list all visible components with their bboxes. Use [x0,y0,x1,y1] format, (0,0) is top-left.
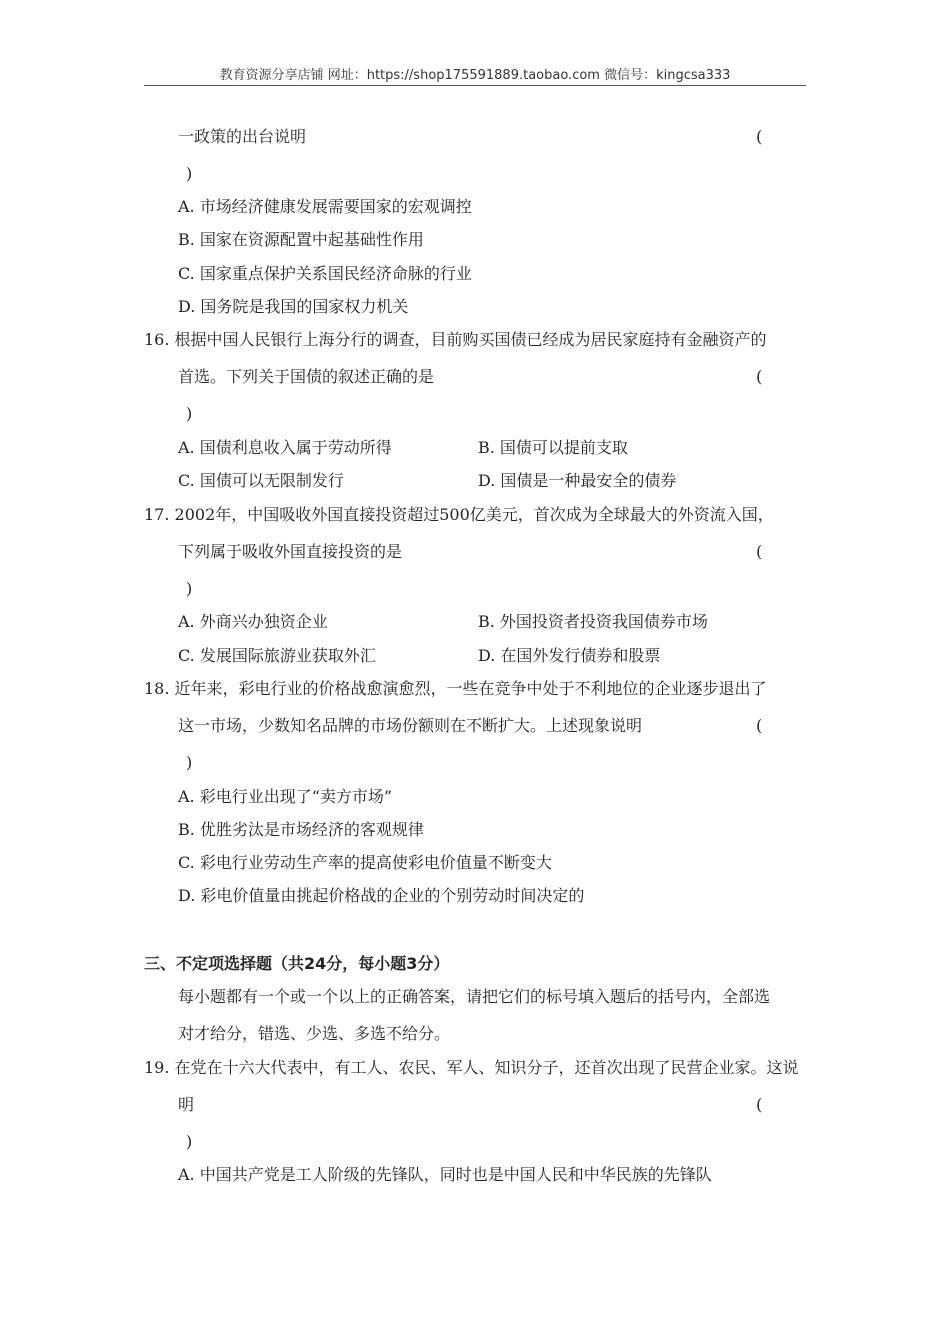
section-3-instructions-line2: 对才给分，错选、少选、多选不给分。 [178,1024,451,1043]
q15-option-d: D. 国务院是我国的国家权力机关 [178,297,409,316]
page-header: 教育资源分享店铺 网址：https://shop175591889.taobao.com 微信号：kingcsa333 [219,68,731,83]
q15-option-b: B. 国家在资源配置中起基础性作用 [178,230,424,249]
header-divider [144,85,806,86]
q18-option-d: D. 彩电价值量由挑起价格战的企业的个别劳动时间决定的 [178,886,585,905]
q17-stem-line2: 下列属于吸收外国直接投资的是 [178,542,403,561]
q18-option-c: C. 彩电行业劳动生产率的提高使彩电价值量不断变大 [178,853,552,872]
q16-stem-line1: 16. 根据中国人民银行上海分行的调查，目前购买国债已经成为居民家庭持有金融资产的 [144,330,767,349]
q17-option-a: A. 外商兴办独资企业 [178,612,328,631]
q17-option-d: D. 在国外发行债券和股票 [478,646,661,665]
q17-answer-paren-open: ( [756,542,763,561]
q16-answer-paren-close: ) [186,404,193,423]
q18-answer-paren-open: ( [756,716,763,735]
section-3-title: 三、不定项选择题（共24分，每小题3分） [144,954,450,973]
q17-option-b: B. 外国投资者投资我国债券市场 [478,612,708,631]
q18-option-a: A. 彩电行业出现了“卖方市场” [178,787,393,806]
q16-option-d: D. 国债是一种最安全的债券 [478,471,677,490]
q19-answer-paren-close: ) [186,1132,193,1151]
section-3-instructions-line1: 每小题都有一个或一个以上的正确答案，请把它们的标号填入题后的括号内，全部选 [178,987,771,1006]
q19-stem-line1: 19. 在党在十六大代表中，有工人、农民、军人、知识分子，还首次出现了民营企业家。这说 [144,1058,799,1077]
q18-stem-line1: 18. 近年来，彩电行业的价格战愈演愈烈，一些在竞争中处于不利地位的企业逐步退出了 [144,679,767,698]
q16-answer-paren-open: ( [756,367,763,386]
q19-answer-paren-open: ( [756,1095,763,1114]
q18-answer-paren-close: ) [186,753,193,772]
q17-option-c: C. 发展国际旅游业获取外汇 [178,646,376,665]
q15-answer-paren-open: ( [756,127,763,146]
q15-stem-tail: 一政策的出台说明 [178,127,307,146]
q19-stem-line2: 明 [178,1095,195,1114]
q18-stem-line2: 这一市场，少数知名品牌的市场份额则在不断扩大。上述现象说明 [178,716,643,735]
q16-option-c: C. 国债可以无限制发行 [178,471,344,490]
q16-option-b: B. 国债可以提前支取 [478,438,628,457]
q17-answer-paren-close: ) [186,579,193,598]
q15-option-c: C. 国家重点保护关系国民经济命脉的行业 [178,264,472,283]
q17-stem-line1: 17. 2002年，中国吸收外国直接投资超过500亿美元，首次成为全球最大的外资流入国， [144,505,774,524]
q19-option-a: A. 中国共产党是工人阶级的先锋队，同时也是中国人民和中华民族的先锋队 [178,1165,712,1184]
q15-option-a: A. 市场经济健康发展需要国家的宏观调控 [178,197,472,216]
q18-option-b: B. 优胜劣汰是市场经济的客观规律 [178,820,424,839]
q16-stem-line2: 首选。下列关于国债的叙述正确的是 [178,367,435,386]
q16-option-a: A. 国债利息收入属于劳动所得 [178,438,392,457]
q15-answer-paren-close: ) [186,164,193,183]
